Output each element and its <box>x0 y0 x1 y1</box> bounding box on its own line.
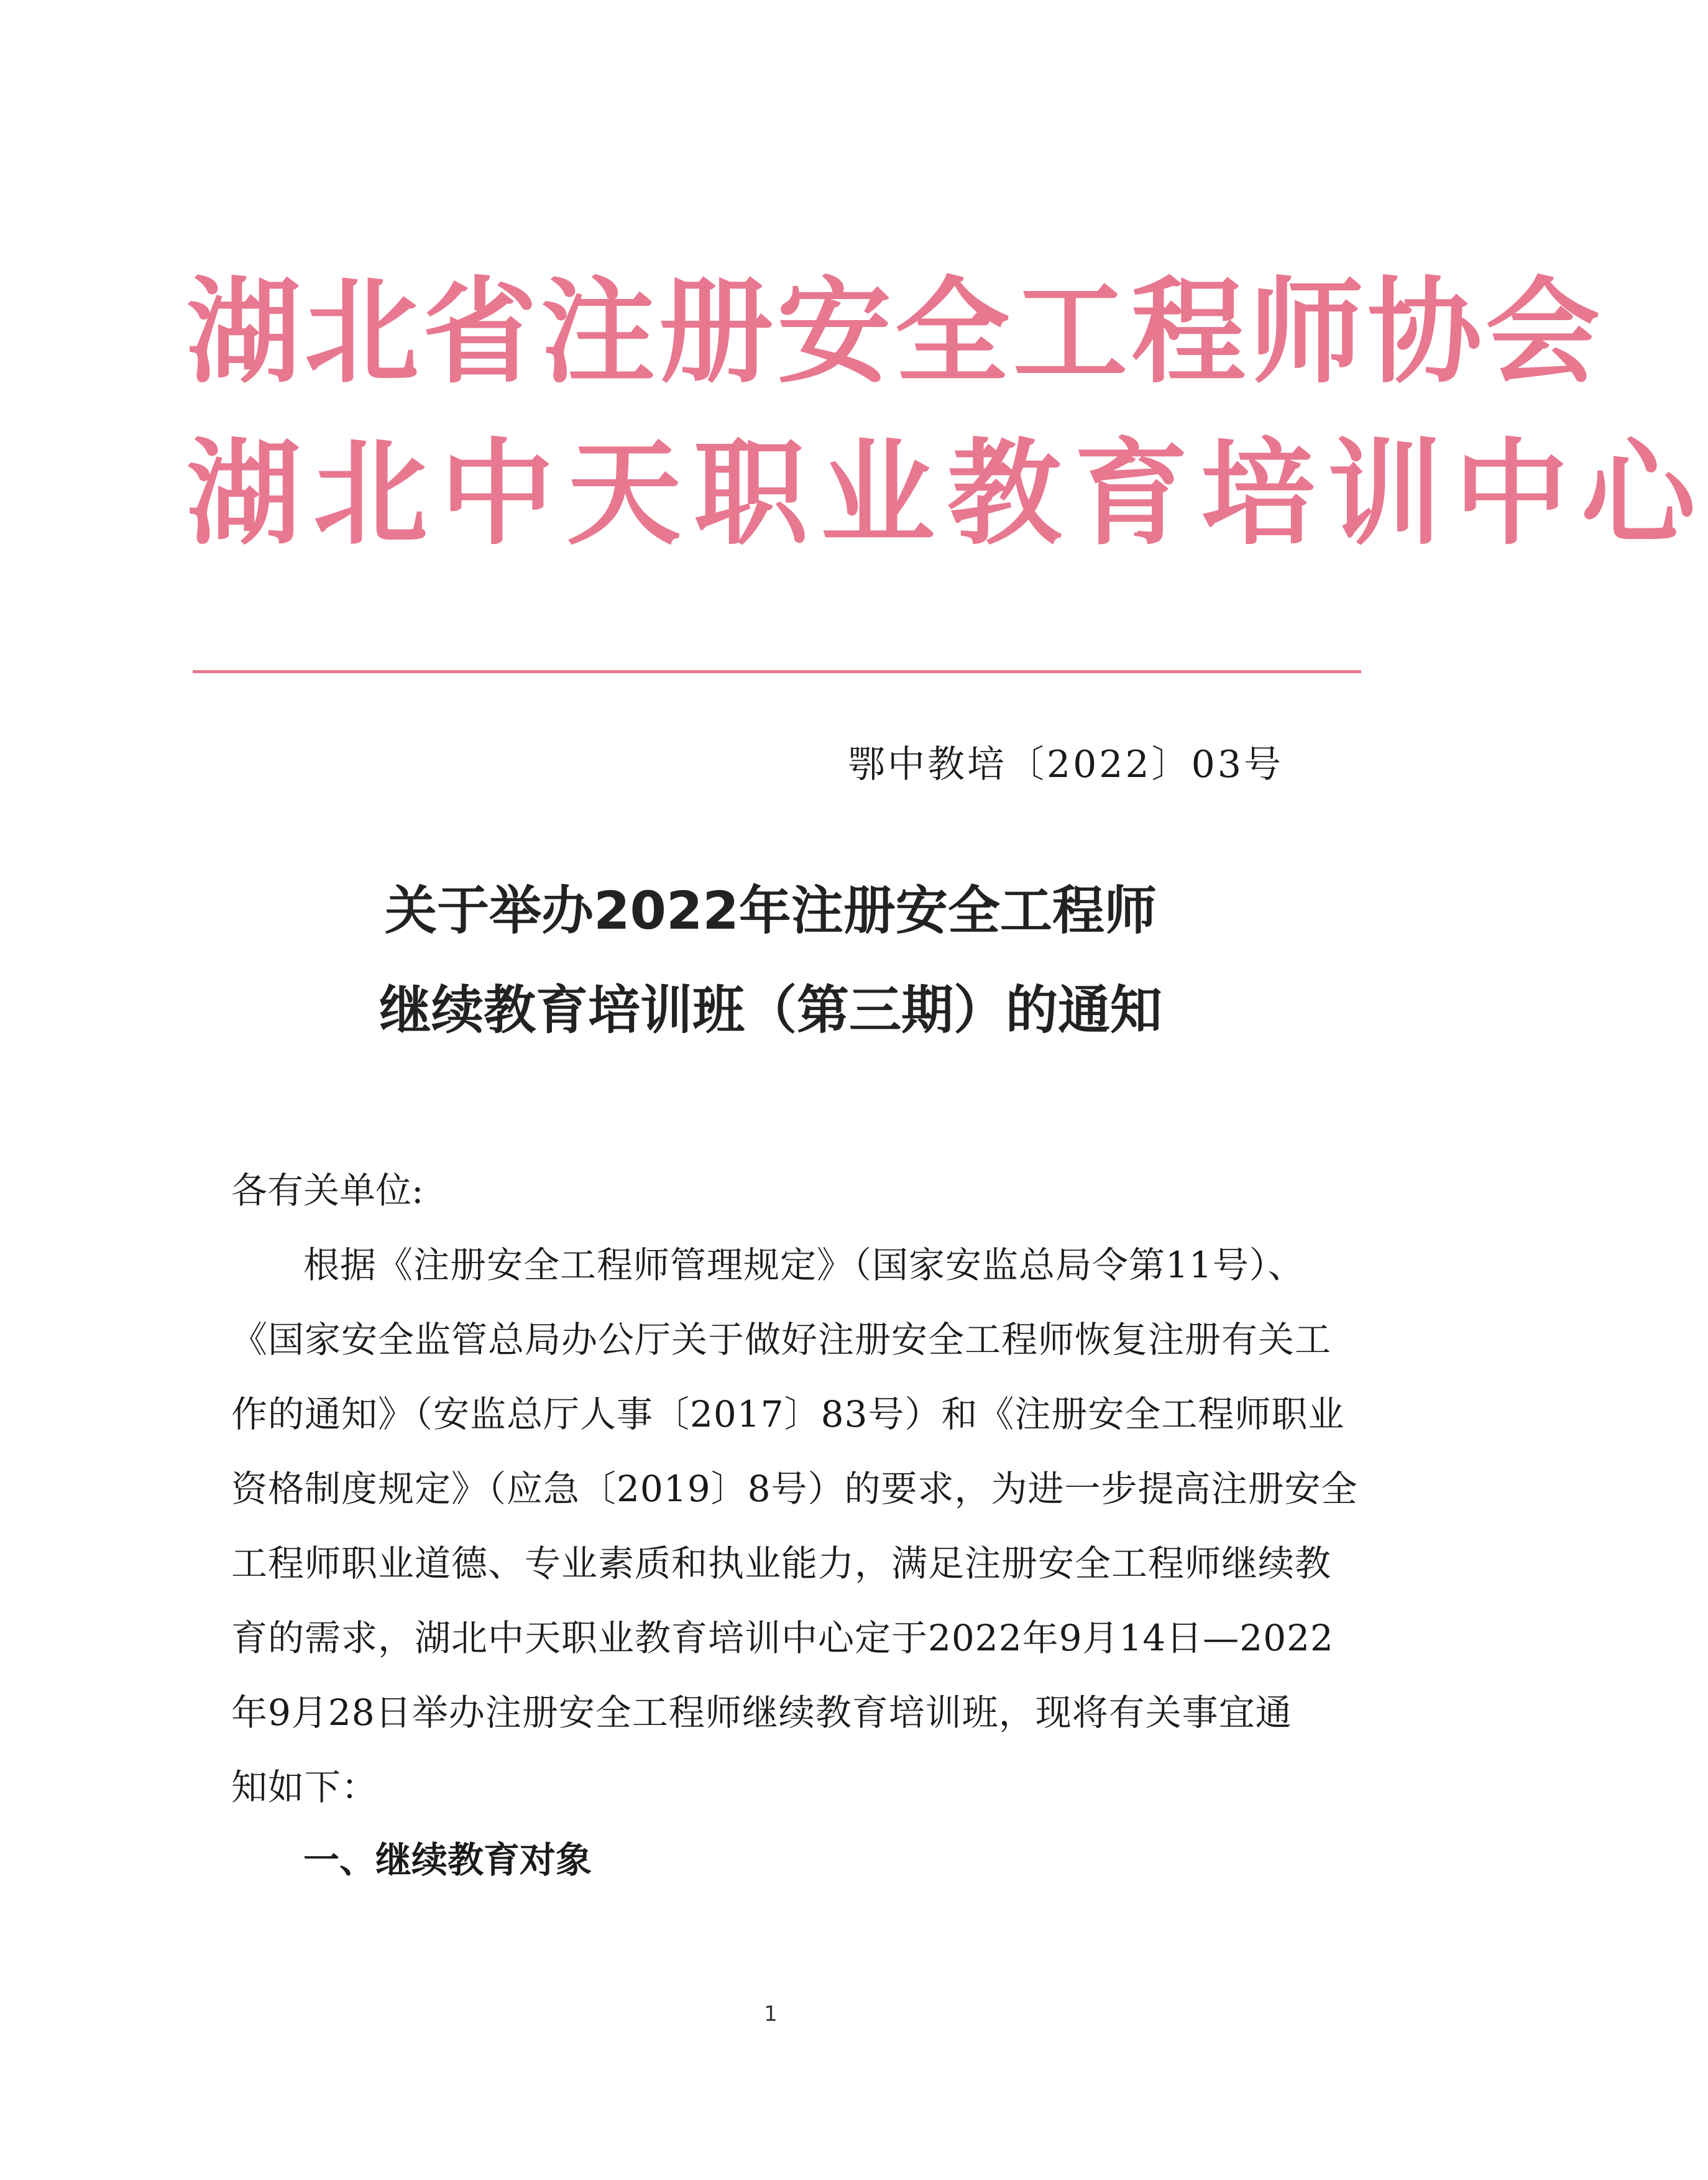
salutation: 各有关单位: <box>231 1169 424 1212</box>
body-line: 资格制度规定》（应急〔2019〕8号）的要求，为进一步提高注册安全 <box>231 1468 1358 1510</box>
title-line-2: 继续教育培训班（第三期）的通知 <box>379 980 1162 1041</box>
body-line: 根据《注册安全工程师管理规定》（国家安监总局令第11号）、 <box>303 1244 1305 1286</box>
red-divider-line <box>193 670 1361 673</box>
letterhead-line-2: 湖北中天职业教育培训中心 <box>186 428 1708 561</box>
title-line-1: 关于举办2022年注册安全工程师 <box>385 880 1157 941</box>
body-line: 年9月28日举办注册安全工程师继续教育培训班，现将有关事宜通 <box>231 1691 1292 1734</box>
body-line: 知如下： <box>231 1766 379 1808</box>
section-heading: 一、继续教育对象 <box>303 1839 592 1881</box>
document-number: 鄂中教培〔2022〕03号 <box>847 743 1283 786</box>
body-line: 育的需求，湖北中天职业教育培训中心定于2022年9月14日—2022 <box>231 1617 1334 1659</box>
letterhead-line-1: 湖北省注册安全工程师协会 <box>186 266 1604 399</box>
body-line: 作的通知》（安监总厅人事〔2017〕83号）和《注册安全工程师职业 <box>231 1393 1345 1435</box>
page-number: 1 <box>764 2002 778 2026</box>
body-line: 《国家安全监管总局办公厅关于做好注册安全工程师恢复注册有关工 <box>231 1318 1332 1361</box>
body-line: 工程师职业道德、专业素质和执业能力，满足注册安全工程师继续教 <box>231 1542 1332 1584</box>
